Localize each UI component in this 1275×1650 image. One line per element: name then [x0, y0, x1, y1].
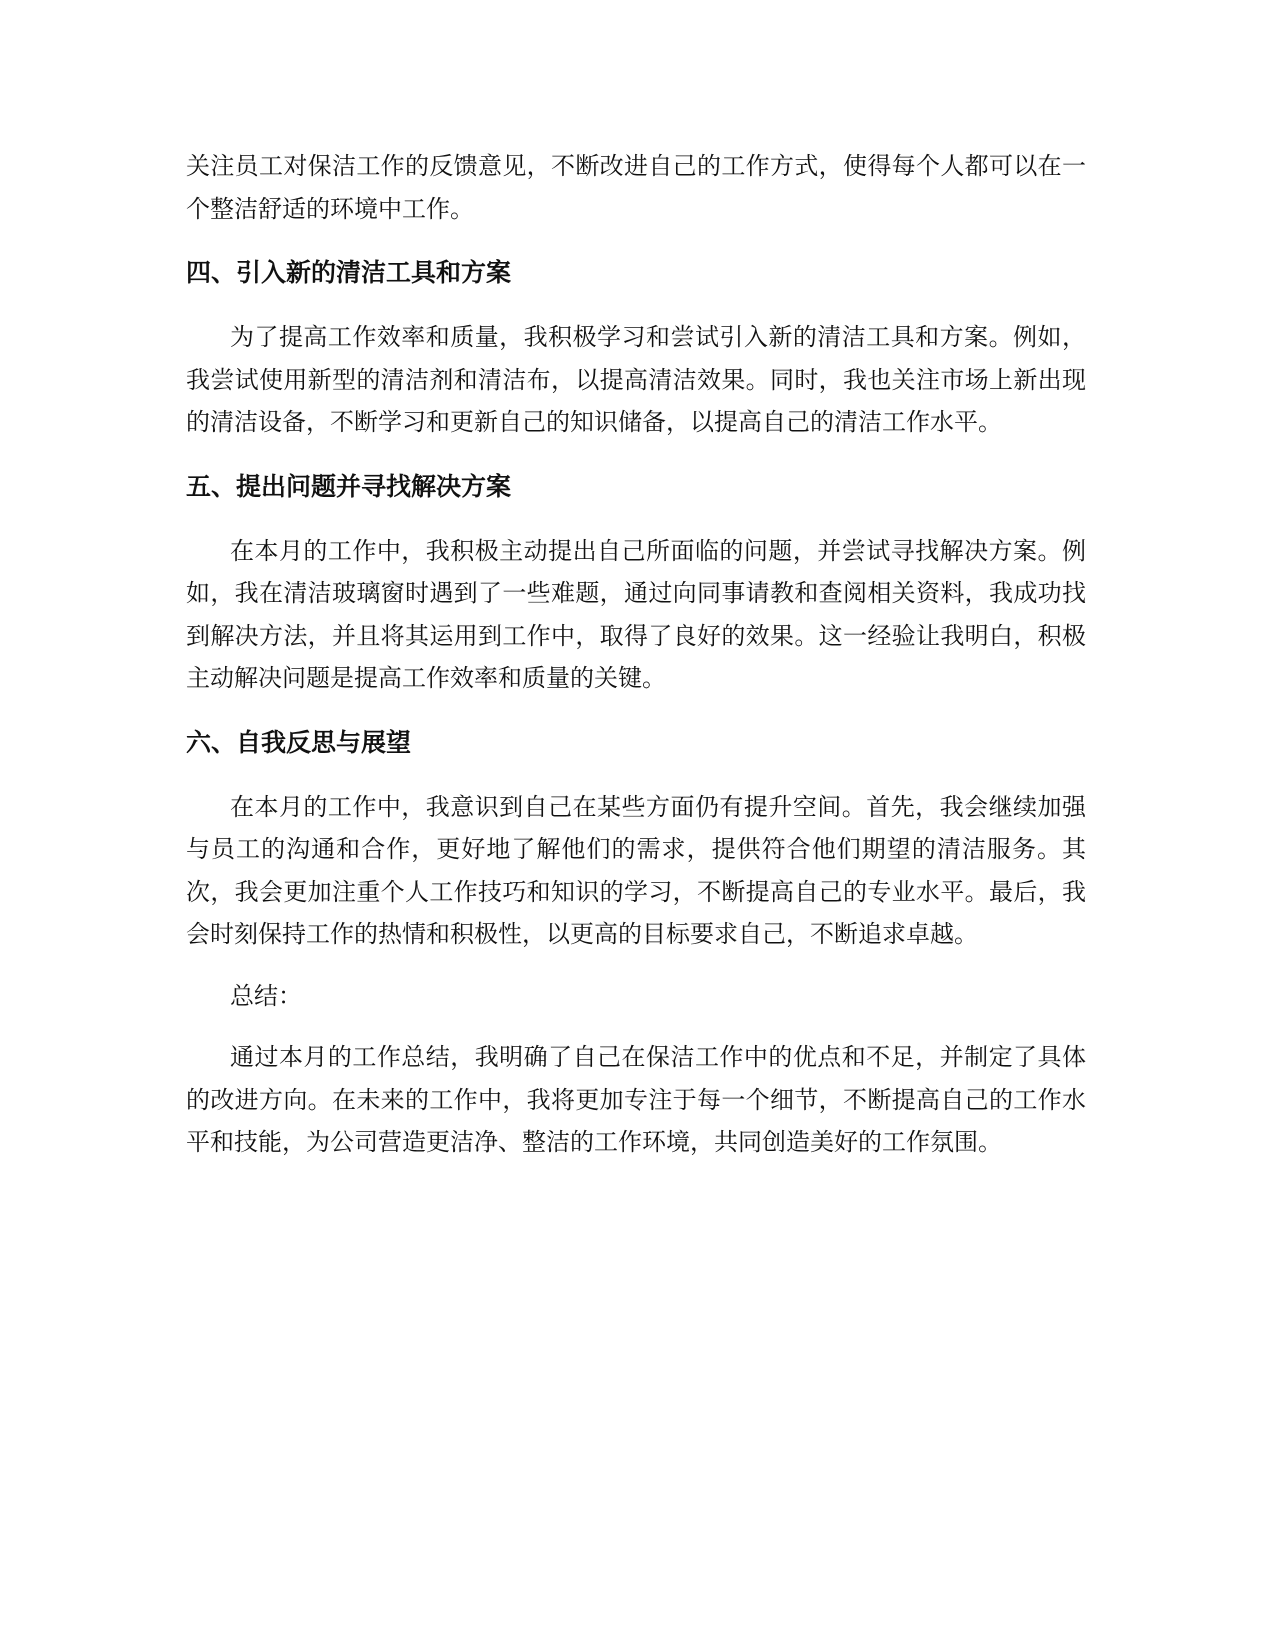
section-5-paragraph: 在本月的工作中，我积极主动提出自己所面临的问题，并尝试寻找解决方案。例如，我在清洁玻璃窗时遇到了一些难题，通过向同事请教和查阅相关资料，我成功找到解决方法，并且将其运用到工作中，取得了良好的效果。这一经验让我明白，积极主动解决问题是提高工作效率和质量的关键。 [186, 536, 1086, 692]
summary-label: 总结： [230, 981, 302, 1010]
section-heading-6: 六、自我反思与展望 [186, 727, 412, 757]
section-6-paragraph: 在本月的工作中，我意识到自己在某些方面仍有提升空间。首先，我会继续加强与员工的沟通和合作，更好地了解他们的需求，提供符合他们期望的清洁服务。其次，我会更加注重个人工作技巧和知识的学习，不断提高自己的专业水平。最后，我会时刻保持工作的热情和积极性，以更高的目标要求自己，不断追求卓越。 [186, 792, 1086, 948]
intro-paragraph: 关注员工对保洁工作的反馈意见，不断改进自己的工作方式，使得每个人都可以在一个整洁舒适的环境中工作。 [186, 152, 1086, 223]
section-heading-5: 五、提出问题并寻找解决方案 [186, 471, 512, 501]
summary-paragraph: 通过本月的工作总结，我明确了自己在保洁工作中的优点和不足，并制定了具体的改进方向。在未来的工作中，我将更加专注于每一个细节，不断提高自己的工作水平和技能，为公司营造更洁净、整洁的工作环境，共同创造美好的工作氛围。 [186, 1043, 1086, 1156]
section-heading-4: 四、引入新的清洁工具和方案 [186, 258, 512, 287]
section-4-paragraph: 为了提高工作效率和质量，我积极学习和尝试引入新的清洁工具和方案。例如，我尝试使用新型的清洁剂和清洁布，以提高清洁效果。同时，我也关注市场上新出现的清洁设备，不断学习和更新自己的知识储备，以提高自己的清洁工作水平。 [186, 323, 1086, 436]
document-page [186, 145, 1086, 1164]
